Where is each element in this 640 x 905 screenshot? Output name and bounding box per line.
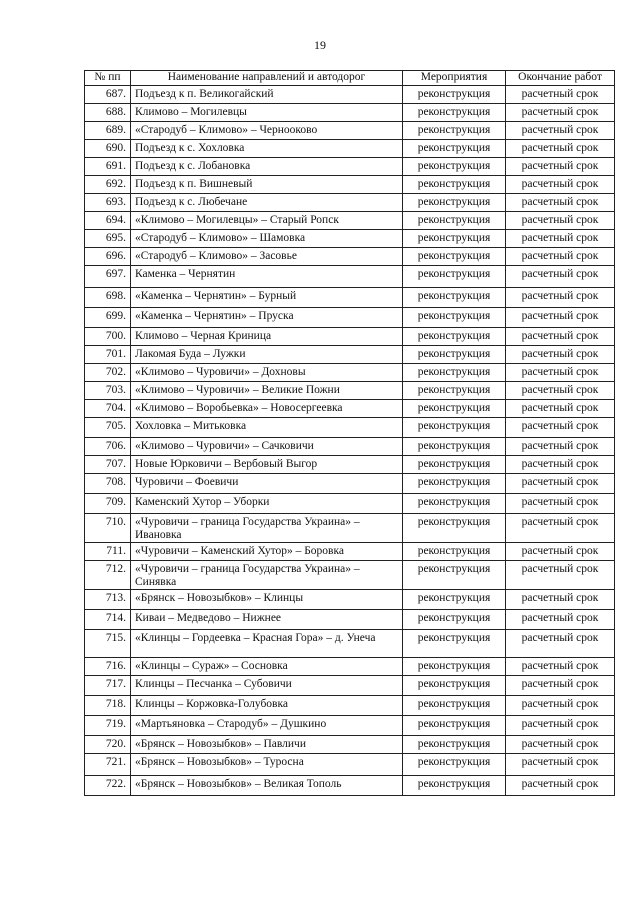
- roads-table: [84, 70, 615, 796]
- activity-cell: реконструкция: [403, 494, 506, 514]
- road-name: Подъезд к п. Великогайский: [131, 86, 403, 104]
- end-date-cell: расчетный срок: [506, 248, 615, 266]
- end-date-cell: расчетный срок: [506, 696, 615, 716]
- table-row: [85, 346, 615, 364]
- end-date-cell: расчетный срок: [506, 658, 615, 676]
- road-name: Каменка – Чернятин: [131, 266, 403, 288]
- end-date-cell: расчетный срок: [506, 418, 615, 438]
- table-row: [85, 561, 615, 590]
- row-number: 693.: [85, 194, 131, 212]
- road-name: «Клинцы – Сураж» – Сосновка: [131, 658, 403, 676]
- table-body: [85, 86, 615, 796]
- header-name: Наименование направлений и автодорог: [131, 71, 403, 86]
- road-name: «Стародуб – Климово» – Засовье: [131, 248, 403, 266]
- row-number: 713.: [85, 590, 131, 610]
- end-date-cell: расчетный срок: [506, 400, 615, 418]
- table-row: [85, 176, 615, 194]
- road-name: Лакомая Буда – Лужки: [131, 346, 403, 364]
- row-number: 719.: [85, 716, 131, 736]
- road-name: «Брянск – Новозыбков» – Клинцы: [131, 590, 403, 610]
- activity-cell: реконструкция: [403, 328, 506, 346]
- road-name: Киваи – Медведово – Нижнее: [131, 610, 403, 630]
- activity-cell: реконструкция: [403, 346, 506, 364]
- table-row: [85, 122, 615, 140]
- activity-cell: реконструкция: [403, 176, 506, 194]
- table-row: [85, 736, 615, 754]
- activity-cell: реконструкция: [403, 230, 506, 248]
- table-row: [85, 418, 615, 438]
- activity-cell: реконструкция: [403, 754, 506, 776]
- activity-cell: реконструкция: [403, 474, 506, 494]
- end-date-cell: расчетный срок: [506, 288, 615, 308]
- road-name: «Климово – Чуровичи» – Дохновы: [131, 364, 403, 382]
- row-number: 716.: [85, 658, 131, 676]
- row-number: 707.: [85, 456, 131, 474]
- activity-cell: реконструкция: [403, 610, 506, 630]
- table-row: [85, 676, 615, 696]
- activity-cell: реконструкция: [403, 140, 506, 158]
- road-name: Каменский Хутор – Уборки: [131, 494, 403, 514]
- table-row: [85, 590, 615, 610]
- road-name: «Климово – Чуровичи» – Великие Пожни: [131, 382, 403, 400]
- table-row: [85, 328, 615, 346]
- end-date-cell: расчетный срок: [506, 736, 615, 754]
- table-row: [85, 212, 615, 230]
- road-name: Клинцы – Коржовка-Голубовка: [131, 696, 403, 716]
- row-number: 717.: [85, 676, 131, 696]
- activity-cell: реконструкция: [403, 776, 506, 796]
- table-row: [85, 288, 615, 308]
- end-date-cell: расчетный срок: [506, 308, 615, 328]
- row-number: 708.: [85, 474, 131, 494]
- road-name: Подъезд к п. Вишневый: [131, 176, 403, 194]
- activity-cell: реконструкция: [403, 418, 506, 438]
- table-row: [85, 456, 615, 474]
- table-row: [85, 104, 615, 122]
- end-date-cell: расчетный срок: [506, 328, 615, 346]
- table-row: [85, 266, 615, 288]
- table-row: [85, 248, 615, 266]
- activity-cell: реконструкция: [403, 248, 506, 266]
- row-number: 718.: [85, 696, 131, 716]
- activity-cell: реконструкция: [403, 630, 506, 658]
- table-row: [85, 754, 615, 776]
- end-date-cell: расчетный срок: [506, 630, 615, 658]
- road-name: «Каменка – Чернятин» – Пруска: [131, 308, 403, 328]
- road-name: «Мартьяновка – Стародуб» – Душкино: [131, 716, 403, 736]
- road-name: Клинцы – Песчанка – Субовичи: [131, 676, 403, 696]
- activity-cell: реконструкция: [403, 158, 506, 176]
- end-date-cell: расчетный срок: [506, 514, 615, 543]
- header-activity: Мероприятия: [403, 71, 506, 86]
- table-row: [85, 438, 615, 456]
- row-number: 715.: [85, 630, 131, 658]
- table-row: [85, 382, 615, 400]
- row-number: 712.: [85, 561, 131, 590]
- end-date-cell: расчетный срок: [506, 176, 615, 194]
- table-row: [85, 494, 615, 514]
- activity-cell: реконструкция: [403, 86, 506, 104]
- end-date-cell: расчетный срок: [506, 140, 615, 158]
- row-number: 700.: [85, 328, 131, 346]
- road-name: «Брянск – Новозыбков» – Туросна: [131, 754, 403, 776]
- row-number: 706.: [85, 438, 131, 456]
- activity-cell: реконструкция: [403, 543, 506, 561]
- table-row: [85, 308, 615, 328]
- activity-cell: реконструкция: [403, 382, 506, 400]
- row-number: 704.: [85, 400, 131, 418]
- end-date-cell: расчетный срок: [506, 266, 615, 288]
- row-number: 720.: [85, 736, 131, 754]
- end-date-cell: расчетный срок: [506, 212, 615, 230]
- row-number: 711.: [85, 543, 131, 561]
- activity-cell: реконструкция: [403, 194, 506, 212]
- activity-cell: реконструкция: [403, 308, 506, 328]
- activity-cell: реконструкция: [403, 514, 506, 543]
- activity-cell: реконструкция: [403, 122, 506, 140]
- road-name: «Каменка – Чернятин» – Бурный: [131, 288, 403, 308]
- table-row: [85, 86, 615, 104]
- end-date-cell: расчетный срок: [506, 158, 615, 176]
- row-number: 689.: [85, 122, 131, 140]
- table-row: [85, 400, 615, 418]
- road-name: «Клинцы – Гордеевка – Красная Гора» – д. Унеча: [131, 630, 403, 658]
- road-name: «Чуровичи – Каменский Хутор» – Боровка: [131, 543, 403, 561]
- table-row: [85, 140, 615, 158]
- end-date-cell: расчетный срок: [506, 494, 615, 514]
- table-row: [85, 776, 615, 796]
- table-row: [85, 230, 615, 248]
- end-date-cell: расчетный срок: [506, 561, 615, 590]
- activity-cell: реконструкция: [403, 212, 506, 230]
- header-end: Окончание работ: [506, 71, 615, 86]
- activity-cell: реконструкция: [403, 736, 506, 754]
- end-date-cell: расчетный срок: [506, 194, 615, 212]
- row-number: 705.: [85, 418, 131, 438]
- road-name: Подъезд к с. Лобановка: [131, 158, 403, 176]
- end-date-cell: расчетный срок: [506, 382, 615, 400]
- end-date-cell: расчетный срок: [506, 754, 615, 776]
- end-date-cell: расчетный срок: [506, 346, 615, 364]
- end-date-cell: расчетный срок: [506, 776, 615, 796]
- end-date-cell: расчетный срок: [506, 716, 615, 736]
- row-number: 692.: [85, 176, 131, 194]
- table-row: [85, 543, 615, 561]
- table-row: [85, 364, 615, 382]
- end-date-cell: расчетный срок: [506, 543, 615, 561]
- row-number: 701.: [85, 346, 131, 364]
- row-number: 687.: [85, 86, 131, 104]
- row-number: 691.: [85, 158, 131, 176]
- table-row: [85, 474, 615, 494]
- row-number: 702.: [85, 364, 131, 382]
- road-name: Климово – Могилевцы: [131, 104, 403, 122]
- road-name: Подъезд к с. Хохловка: [131, 140, 403, 158]
- road-name: «Стародуб – Климово» – Шамовка: [131, 230, 403, 248]
- row-number: 710.: [85, 514, 131, 543]
- end-date-cell: расчетный срок: [506, 122, 615, 140]
- road-name: «Чуровичи – граница Государства Украина» – Синявка: [131, 561, 403, 590]
- activity-cell: реконструкция: [403, 676, 506, 696]
- table-row: [85, 514, 615, 543]
- row-number: 699.: [85, 308, 131, 328]
- activity-cell: реконструкция: [403, 716, 506, 736]
- activity-cell: реконструкция: [403, 696, 506, 716]
- road-name: Новые Юрковичи – Вербовый Выгор: [131, 456, 403, 474]
- table-header-row: [85, 71, 615, 86]
- row-number: 714.: [85, 610, 131, 630]
- end-date-cell: расчетный срок: [506, 438, 615, 456]
- end-date-cell: расчетный срок: [506, 104, 615, 122]
- end-date-cell: расчетный срок: [506, 86, 615, 104]
- row-number: 695.: [85, 230, 131, 248]
- road-name: Подъезд к с. Любечане: [131, 194, 403, 212]
- end-date-cell: расчетный срок: [506, 474, 615, 494]
- table-row: [85, 630, 615, 658]
- row-number: 690.: [85, 140, 131, 158]
- activity-cell: реконструкция: [403, 561, 506, 590]
- road-name: Чуровичи – Фоевичи: [131, 474, 403, 494]
- activity-cell: реконструкция: [403, 658, 506, 676]
- table-row: [85, 696, 615, 716]
- road-name: «Брянск – Новозыбков» – Павличи: [131, 736, 403, 754]
- activity-cell: реконструкция: [403, 364, 506, 382]
- row-number: 697.: [85, 266, 131, 288]
- activity-cell: реконструкция: [403, 590, 506, 610]
- activity-cell: реконструкция: [403, 438, 506, 456]
- end-date-cell: расчетный срок: [506, 590, 615, 610]
- row-number: 709.: [85, 494, 131, 514]
- table-row: [85, 716, 615, 736]
- end-date-cell: расчетный срок: [506, 364, 615, 382]
- row-number: 688.: [85, 104, 131, 122]
- row-number: 722.: [85, 776, 131, 796]
- end-date-cell: расчетный срок: [506, 456, 615, 474]
- table-row: [85, 610, 615, 630]
- road-name: «Климово – Чуровичи» – Сачковичи: [131, 438, 403, 456]
- end-date-cell: расчетный срок: [506, 230, 615, 248]
- end-date-cell: расчетный срок: [506, 676, 615, 696]
- activity-cell: реконструкция: [403, 400, 506, 418]
- activity-cell: реконструкция: [403, 456, 506, 474]
- activity-cell: реконструкция: [403, 288, 506, 308]
- table-row: [85, 158, 615, 176]
- row-number: 721.: [85, 754, 131, 776]
- table-row: [85, 658, 615, 676]
- row-number: 696.: [85, 248, 131, 266]
- header-num: № пп: [85, 71, 131, 86]
- activity-cell: реконструкция: [403, 104, 506, 122]
- road-name: Климово – Черная Криница: [131, 328, 403, 346]
- road-name: Хохловка – Митьковка: [131, 418, 403, 438]
- table-row: [85, 194, 615, 212]
- end-date-cell: расчетный срок: [506, 610, 615, 630]
- road-name: «Стародуб – Климово» – Чернооково: [131, 122, 403, 140]
- road-name: «Чуровичи – граница Государства Украина» – Ивановка: [131, 514, 403, 543]
- row-number: 694.: [85, 212, 131, 230]
- road-name: «Климово – Воробьевка» – Новосергеевка: [131, 400, 403, 418]
- road-name: «Климово – Могилевцы» – Старый Ропск: [131, 212, 403, 230]
- row-number: 703.: [85, 382, 131, 400]
- road-name: «Брянск – Новозыбков» – Великая Тополь: [131, 776, 403, 796]
- row-number: 698.: [85, 288, 131, 308]
- activity-cell: реконструкция: [403, 266, 506, 288]
- page-number: 19: [314, 38, 326, 52]
